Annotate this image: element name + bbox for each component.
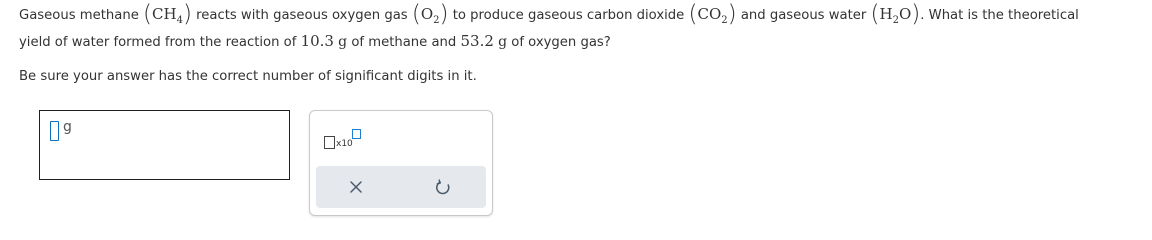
question-text: yield of water formed from the reaction of	[19, 35, 301, 50]
exponent-box-icon	[352, 129, 361, 139]
mass-unit: g	[498, 34, 508, 50]
question-line-1	[19, 0, 1079, 26]
question-line-2	[19, 31, 611, 53]
oxygen-mass: 53.2	[460, 32, 494, 50]
methane-formula: $(CH_4)$	[143, 1, 192, 27]
oxygen-formula: $(O_2)$	[411, 1, 449, 27]
undo-icon	[435, 179, 451, 195]
math-tool-panel	[309, 110, 493, 216]
undo-button[interactable]	[433, 177, 453, 197]
clear-button[interactable]	[346, 177, 366, 197]
scientific-notation-button[interactable]	[324, 126, 364, 154]
question-text: . What is the theoretical	[920, 8, 1079, 23]
water-formula: $(H_2O)$	[870, 1, 921, 27]
action-bar	[316, 166, 486, 208]
coefficient-box-icon	[324, 136, 335, 149]
question-text: to produce gaseous carbon dioxide	[448, 8, 689, 23]
carbon-dioxide-formula: $(CO_2)$	[688, 1, 737, 27]
close-icon	[349, 180, 363, 194]
instruction-text: Be sure your answer has the correct number of significant digits in it.	[19, 69, 477, 84]
question-text: of oxygen gas?	[507, 35, 611, 50]
question-text: and gaseous water	[736, 8, 871, 23]
question-text: Gaseous methane	[19, 8, 144, 23]
times-ten-label: x10	[336, 139, 353, 149]
answer-unit-label: g	[63, 119, 72, 135]
answer-input-box[interactable]	[39, 110, 290, 180]
question-text: of methane and	[347, 35, 461, 50]
answer-input-slot[interactable]	[50, 121, 59, 141]
question-text: reacts with gaseous oxygen gas	[191, 8, 412, 23]
methane-mass: 10.3	[300, 32, 334, 50]
mass-unit: g	[338, 34, 348, 50]
